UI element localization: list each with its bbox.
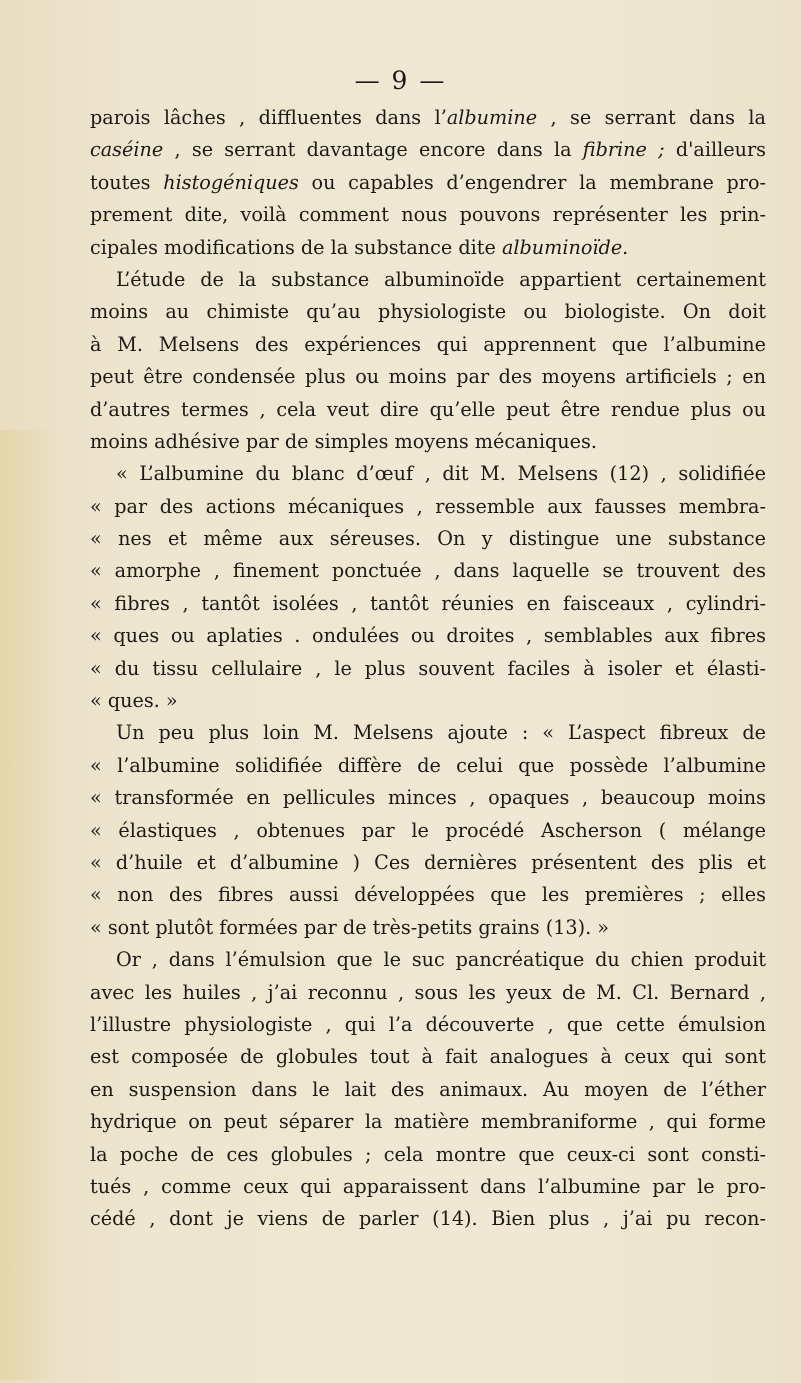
text-line: [90, 361, 766, 393]
text-line: [90, 847, 766, 879]
italic-text: histogéniques: [163, 170, 299, 194]
text-segment: toutes: [90, 170, 164, 194]
text-segment: « amorphe , finement ponctuée , dans laquelle se trouvent des: [90, 559, 766, 583]
text-segment: peut être condensée plus ou moins par des moyens artificiels ; en: [90, 365, 766, 389]
text-segment: cipales modifications de la substance dite: [90, 235, 502, 259]
italic-text: albumine: [446, 106, 538, 129]
text-line: [90, 329, 766, 361]
text-segment: « transformée en pellicules minces , opaques , beaucoup moins: [90, 786, 766, 810]
text-line: [90, 102, 766, 134]
text-segment: d’autres termes , cela veut dire qu’elle peut être rendue plus ou: [90, 397, 766, 421]
italic-text: albuminoïde.: [501, 235, 629, 259]
text-line: [90, 1009, 766, 1041]
text-segment: « du tissu cellulaire , le plus souvent faciles à isoler et élasti-: [90, 656, 766, 680]
text-line: [90, 264, 766, 296]
text-line: [90, 1203, 766, 1235]
text-segment: parois lâches , diffluentes dans l’: [90, 106, 447, 129]
text-segment: en suspension dans le lait des animaux. Au moyen de l’éther: [90, 1077, 766, 1101]
text-line: [90, 1074, 766, 1106]
text-segment: à M. Melsens des expériences qui apprennent que l’albumine: [90, 332, 766, 356]
text-line: [90, 815, 766, 847]
text-line: [90, 555, 766, 587]
text-line: [90, 296, 766, 328]
text-segment: moins adhésive par de simples moyens mécaniques.: [90, 429, 597, 453]
text-segment: Or , dans l’émulsion que le suc pancréatique du chien produit: [116, 948, 766, 972]
paper-stain: [0, 430, 55, 1380]
text-line: [90, 685, 766, 717]
text-line: [90, 134, 766, 166]
text-line: [90, 491, 766, 523]
text-line: [90, 588, 766, 620]
text-segment: cédé , dont je viens de parler (14). Bien plus , j’ai pu recon-: [90, 1207, 766, 1231]
text-segment: L’étude de la substance albuminoïde appartient certainement: [116, 267, 766, 291]
text-segment: « fibres , tantôt isolées , tantôt réunies en faisceaux , cylindri-: [90, 591, 766, 615]
text-segment: est composée de globules tout à fait analogues à ceux qui sont: [90, 1045, 766, 1069]
italic-text: caséine: [90, 138, 164, 162]
text-segment: ou capables d’engendrer la membrane pro-: [298, 170, 766, 194]
text-line: [90, 199, 766, 231]
text-segment: « ques ou aplaties . ondulées ou droites , semblables aux fibres: [90, 624, 766, 648]
body-text: [90, 102, 766, 1236]
text-line: [90, 750, 766, 782]
text-segment: « par des actions mécaniques , ressemble aux fausses membra-: [90, 494, 766, 518]
text-line: [90, 394, 766, 426]
text-segment: , se serrant dans la: [537, 106, 766, 129]
italic-text: fibrine ;: [582, 138, 665, 162]
text-line: [90, 1106, 766, 1138]
text-line: [90, 717, 766, 749]
text-line: [90, 620, 766, 652]
text-segment: tués , comme ceux qui apparaissent dans l’albumine par le pro-: [90, 1174, 766, 1198]
text-line: [90, 782, 766, 814]
text-segment: avec les huiles , j’ai reconnu , sous les yeux de M. Cl. Bernard ,: [90, 980, 766, 1004]
text-segment: « non des fibres aussi développées que les premières ; elles: [90, 883, 766, 907]
text-line: [90, 167, 766, 199]
text-line: [90, 523, 766, 555]
text-segment: « nes et même aux séreuses. On y distingue une substance: [90, 527, 766, 551]
text-segment: Un peu plus loin M. Melsens ajoute : « L’aspect fibreux de: [116, 721, 766, 745]
text-line: [90, 977, 766, 1009]
text-line: [90, 653, 766, 685]
text-segment: « ques. »: [90, 689, 178, 713]
text-line: [90, 458, 766, 490]
text-line: [90, 912, 766, 944]
text-segment: « d’huile et d’albumine ) Ces dernières présentent des plis et: [90, 850, 766, 874]
text-segment: d'ailleurs: [664, 138, 766, 162]
text-segment: « l’albumine solidifiée diffère de celui que possède l’albumine: [90, 753, 766, 777]
text-segment: , se serrant davantage encore dans la: [163, 138, 583, 162]
text-segment: « L’albumine du blanc d’œuf , dit M. Melsens (12) , solidifiée: [116, 462, 766, 486]
text-segment: la poche de ces globules ; cela montre que ceux-ci sont consti-: [90, 1142, 766, 1166]
text-line: [90, 879, 766, 911]
text-line: [90, 1171, 766, 1203]
text-line: [90, 426, 766, 458]
text-line: [90, 1041, 766, 1073]
text-segment: prement dite, voilà comment nous pouvons représenter les prin-: [90, 203, 766, 227]
text-segment: hydrique on peut séparer la matière membraniforme , qui forme: [90, 1110, 766, 1134]
text-segment: « élastiques , obtenues par le procédé Ascherson ( mélange: [90, 818, 766, 842]
text-line: [90, 1139, 766, 1171]
text-segment: « sont plutôt formées par de très-petits grains (13). »: [90, 915, 610, 939]
text-line: [90, 232, 766, 264]
text-segment: moins au chimiste qu’au physiologiste ou biologiste. On doit: [90, 300, 766, 324]
page-number: — 9 —: [354, 66, 447, 95]
text-line: [90, 944, 766, 976]
text-segment: l’illustre physiologiste , qui l’a découverte , que cette émulsion: [90, 1012, 766, 1036]
